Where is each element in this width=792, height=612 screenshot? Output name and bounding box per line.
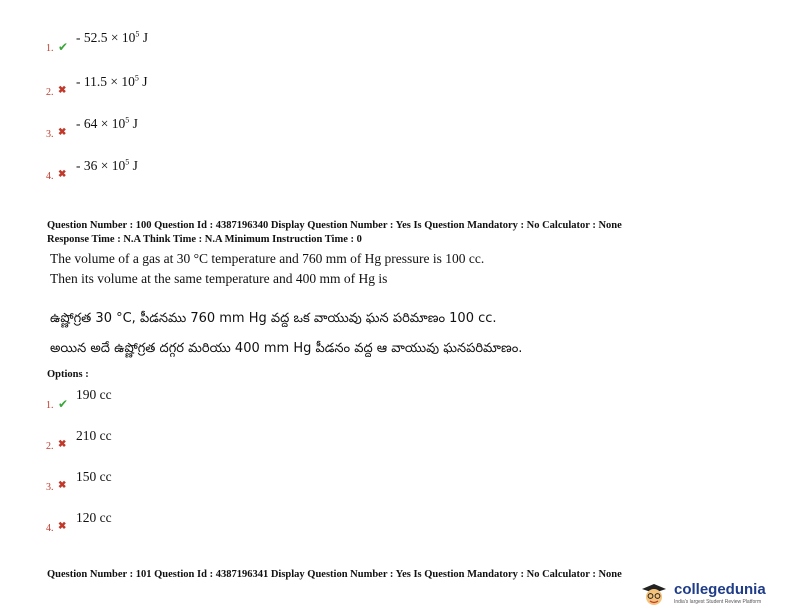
- question-meta-line2: Response Time : N.A Think Time : N.A Minimum Instruction Time : 0: [47, 234, 362, 245]
- logo-brand-text: collegedunia: [674, 581, 766, 598]
- option-number: 4.: [46, 171, 54, 182]
- option-number: 3.: [46, 482, 54, 493]
- option-text: - $11.5 \times 10^5$ J: [76, 73, 148, 89]
- option-text: 150 cc: [76, 469, 112, 484]
- option-number: 2.: [46, 87, 54, 98]
- cross-icon: ✖: [58, 127, 67, 138]
- option-number: 2.: [46, 441, 54, 452]
- option-text: - $52.5 \times 10^5$ J: [76, 29, 149, 45]
- cross-icon: ✖: [58, 480, 67, 491]
- check-icon: ✔: [58, 40, 69, 54]
- option-text: - $36 \times 10^5$ J: [76, 157, 138, 173]
- cross-icon: ✖: [58, 439, 67, 450]
- option-text: 120 cc: [76, 510, 112, 525]
- logo-tagline: India's largest Student Review Platform: [674, 599, 762, 605]
- cross-icon: ✖: [58, 169, 67, 180]
- options-label: Options :: [47, 369, 89, 380]
- option-text: - $64 \times 10^5$ J: [76, 115, 138, 131]
- option-number: 4.: [46, 523, 54, 534]
- option-number: 3.: [46, 129, 54, 140]
- question-text-telugu-2: అయిన అదే ఉష్ణోగ్రత దగ్గర మరియు 400 mm Hg పీడనం వద్ద ఆ వాయువు ఘనపరిమాణం.: [50, 341, 523, 356]
- option-text: 210 cc: [76, 428, 112, 443]
- mascot-icon: [640, 582, 668, 608]
- next-question-meta: Question Number : 101 Question Id : 4387196341 Display Question Number : Yes Is Question Mandatory : No Calculator : None: [47, 569, 622, 580]
- check-icon: ✔: [58, 397, 69, 411]
- question-text-english-2: Then its volume at the same temperature and 400 mm of Hg is: [50, 271, 388, 286]
- cross-icon: ✖: [58, 521, 67, 532]
- question-meta-line1: Question Number : 100 Question Id : 4387196340 Display Question Number : Yes Is Question Mandatory : No Calculator : None: [47, 220, 622, 231]
- option-text: 190 cc: [76, 387, 112, 402]
- collegedunia-logo: [640, 580, 788, 610]
- question-text-telugu-1: ఉష్ణోగ్రత 30 °C, పీడనము 760 mm Hg వద్ద ఒక వాయువు ఘన పరిమాణం 100 cc.: [50, 311, 497, 326]
- question-text-english-1: The volume of a gas at 30 °C temperature and 760 mm of Hg pressure is 100 cc.: [50, 251, 485, 266]
- option-number: 1.: [46, 400, 54, 411]
- option-number: 1.: [46, 43, 54, 54]
- cross-icon: ✖: [58, 85, 67, 96]
